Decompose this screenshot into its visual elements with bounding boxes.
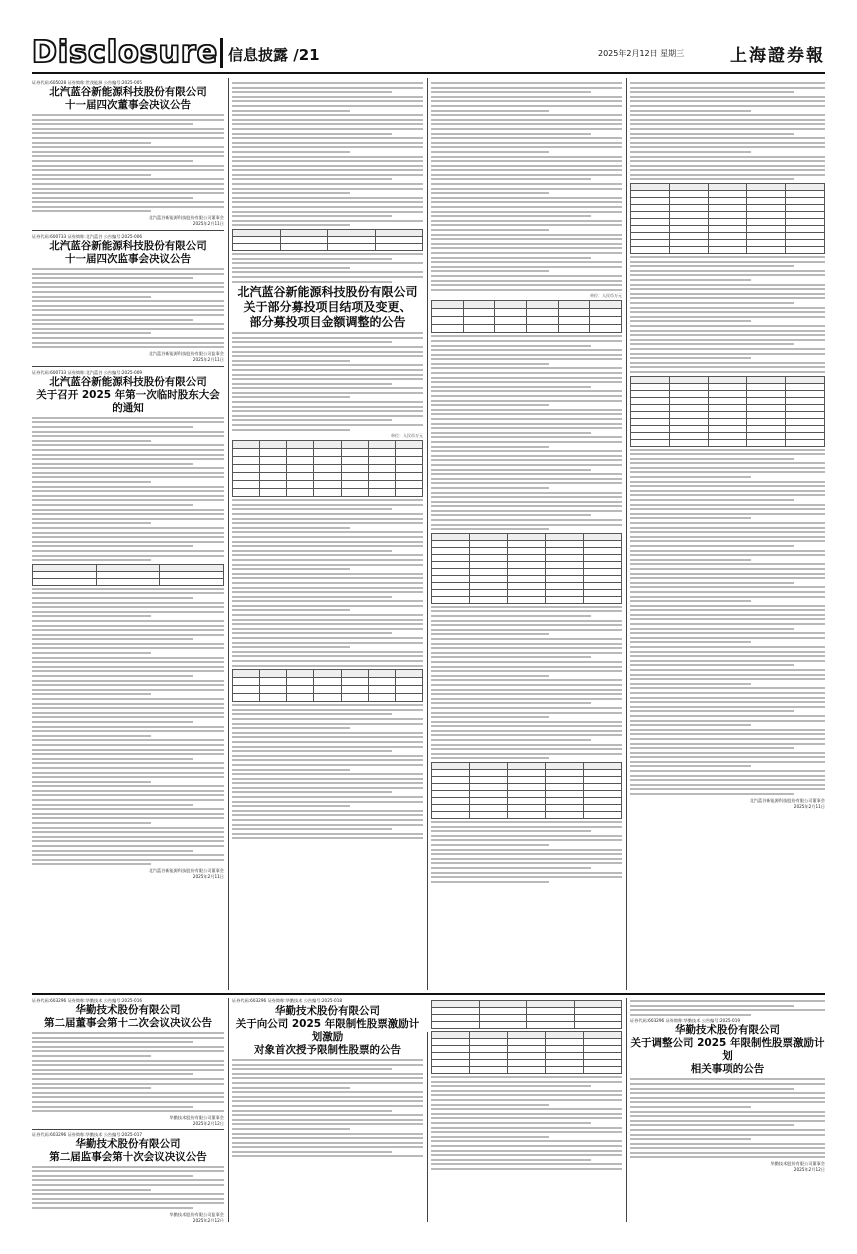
project-table [232,440,423,497]
notice-title: 华勤技术股份有限公司 [75,1137,181,1150]
notice-code: 证券代码:605028 证券简称:世茂能源 公告编号:2025-005 [32,80,143,85]
notice-body [630,1000,825,1016]
notice-title: 关于调整公司 2025 年限制性股票激励计划 [630,1037,825,1063]
notice-body [630,449,825,796]
funds-table [431,300,622,333]
notice-title: 北汽蓝谷新能源科技股份有限公司 [237,285,418,300]
project-table [232,669,423,702]
column-divider [228,998,229,1222]
column-divider [427,78,428,990]
notice-code: 证券代码:603296 证券简称:华勤技术 公告编号:2025-019 [630,1018,741,1024]
notice-title: 关于召开 2025 年第一次临时股东大会的通知 [36,388,220,414]
notice-title: 对象首次授予限制性股票的公告 [254,1044,401,1056]
column-lower-left [32,998,224,1222]
section-divider [32,993,825,995]
notice-signer: 北汽蓝谷新能源科技股份有限公司监事会 [148,350,224,356]
notice-code: 证券代码:600733 证券简称:北汽蓝谷 公告编号:2025-006 [32,234,143,240]
column-divider [228,78,229,990]
column-divider [626,998,627,1222]
notice-signer: 华勤技术股份有限公司董事会 [169,1114,224,1120]
notice-date: 2025年2月12日 [793,1167,825,1173]
notice-body [630,82,825,180]
table-unit: 单位：人民币万元 [590,293,622,299]
notice-date: 2025年2月11日 [192,356,224,362]
column-a [32,80,224,990]
notice-body [630,256,825,373]
notice-body [431,335,622,530]
notice-divider [32,230,224,231]
masthead-title: Disclosure [32,35,219,70]
masthead-logo-box [32,35,223,70]
notice-title: 北汽蓝谷新能源科技股份有限公司 [49,375,207,388]
investment-table [431,762,622,819]
notice-divider [32,366,224,367]
newspaper-page [32,32,825,1222]
notice-body [232,704,423,839]
notice-title: 关于向公司 2025 年限制性股票激励计划激励 [235,1018,420,1043]
notice-date: 2025年2月11日 [793,803,825,809]
notice-body [431,82,622,291]
notice-date: 2025年2月12日 [192,1217,224,1222]
notice-title: 华勤技术股份有限公司 [75,1004,181,1016]
notice-body [630,1078,825,1158]
column-b [232,80,423,990]
notice-signer: 北汽蓝谷新能源科技股份有限公司董事会 [148,867,224,873]
notice-body [232,82,423,226]
grant-table [431,1031,622,1074]
section-label: 信息披露 /21 [228,46,320,64]
notice-title: 华勤技术股份有限公司 [275,1005,380,1017]
newspaper-brand: 上海證券報 [730,46,825,66]
notice-title: 关于部分募投项目结项及变更、 [243,300,412,315]
notice-body [431,821,622,883]
notice-title: 华勤技术股份有限公司 [675,1024,780,1037]
proxy-form-table [232,229,423,251]
notice-title: 十一届四次董事会决议公告 [65,99,191,111]
investment-table [431,533,622,604]
notice-code: 证券代码:603296 证券简称:华勤技术 公告编号:2025-018 [232,998,343,1003]
notice-signer: 华勤技术股份有限公司监事会 [169,1211,224,1217]
notice-body [232,1059,423,1157]
notice-title: 相关事项的公告 [690,1063,765,1076]
column-divider [427,1032,428,1222]
notice-title: 第二届监事会第十次会议决议公告 [49,1150,207,1163]
notice-body [232,332,423,430]
notice-body [32,268,224,348]
notice-signer: 北汽蓝谷新能源科技股份有限公司董事会 [749,797,825,803]
notice-body [431,1076,622,1170]
notice-code: 证券代码:603296 证券简称:华勤技术 公告编号:2025-016 [32,998,143,1003]
notice-body [431,606,622,760]
investment-table [630,183,825,254]
notice-signer: 北汽蓝谷新能源科技股份有限公司董事会 [148,215,224,221]
notice-body [32,417,224,561]
table-unit: 单位：人民币万元 [391,433,423,439]
notice-title: 部分募投项目金额调整的公告 [249,315,406,330]
notice-title: 十一届四次监事会决议公告 [65,253,191,266]
notice-signer: 华勤技术股份有限公司董事会 [770,1161,825,1167]
notice-code: 证券代码:603296 证券简称:华勤技术 公告编号:2025-017 [32,1131,143,1137]
masthead-rule [32,72,825,74]
notice-title: 北汽蓝谷新能源科技股份有限公司 [49,240,207,253]
notice-date: 2025年2月11日 [192,873,224,879]
investment-table [630,376,825,447]
column-lower-right [630,998,825,1222]
issue-date: 2025年2月12日 星期三 [598,49,685,58]
column-d [630,80,825,990]
notice-date: 2025年2月11日 [192,221,224,227]
notice-body [32,588,224,866]
notice-title: 第二届董事会第十二次会议决议公告 [44,1017,212,1029]
notice-divider [32,1129,224,1130]
column-divider [626,78,627,990]
notice-body [32,114,224,212]
notice-title: 北汽蓝谷新能源科技股份有限公司 [49,86,207,98]
notice-body [232,253,423,283]
grant-table [431,1000,622,1029]
notice-date: 2025年2月12日 [192,1120,224,1126]
masthead [32,32,825,72]
column-c [431,80,622,990]
agenda-table [32,564,224,586]
notice-body [32,1166,224,1209]
notice-body [232,499,423,666]
notice-body [32,1032,224,1112]
notice-code: 证券代码:600733 证券简称:北汽蓝谷 公告编号:2025-009 [32,369,143,375]
